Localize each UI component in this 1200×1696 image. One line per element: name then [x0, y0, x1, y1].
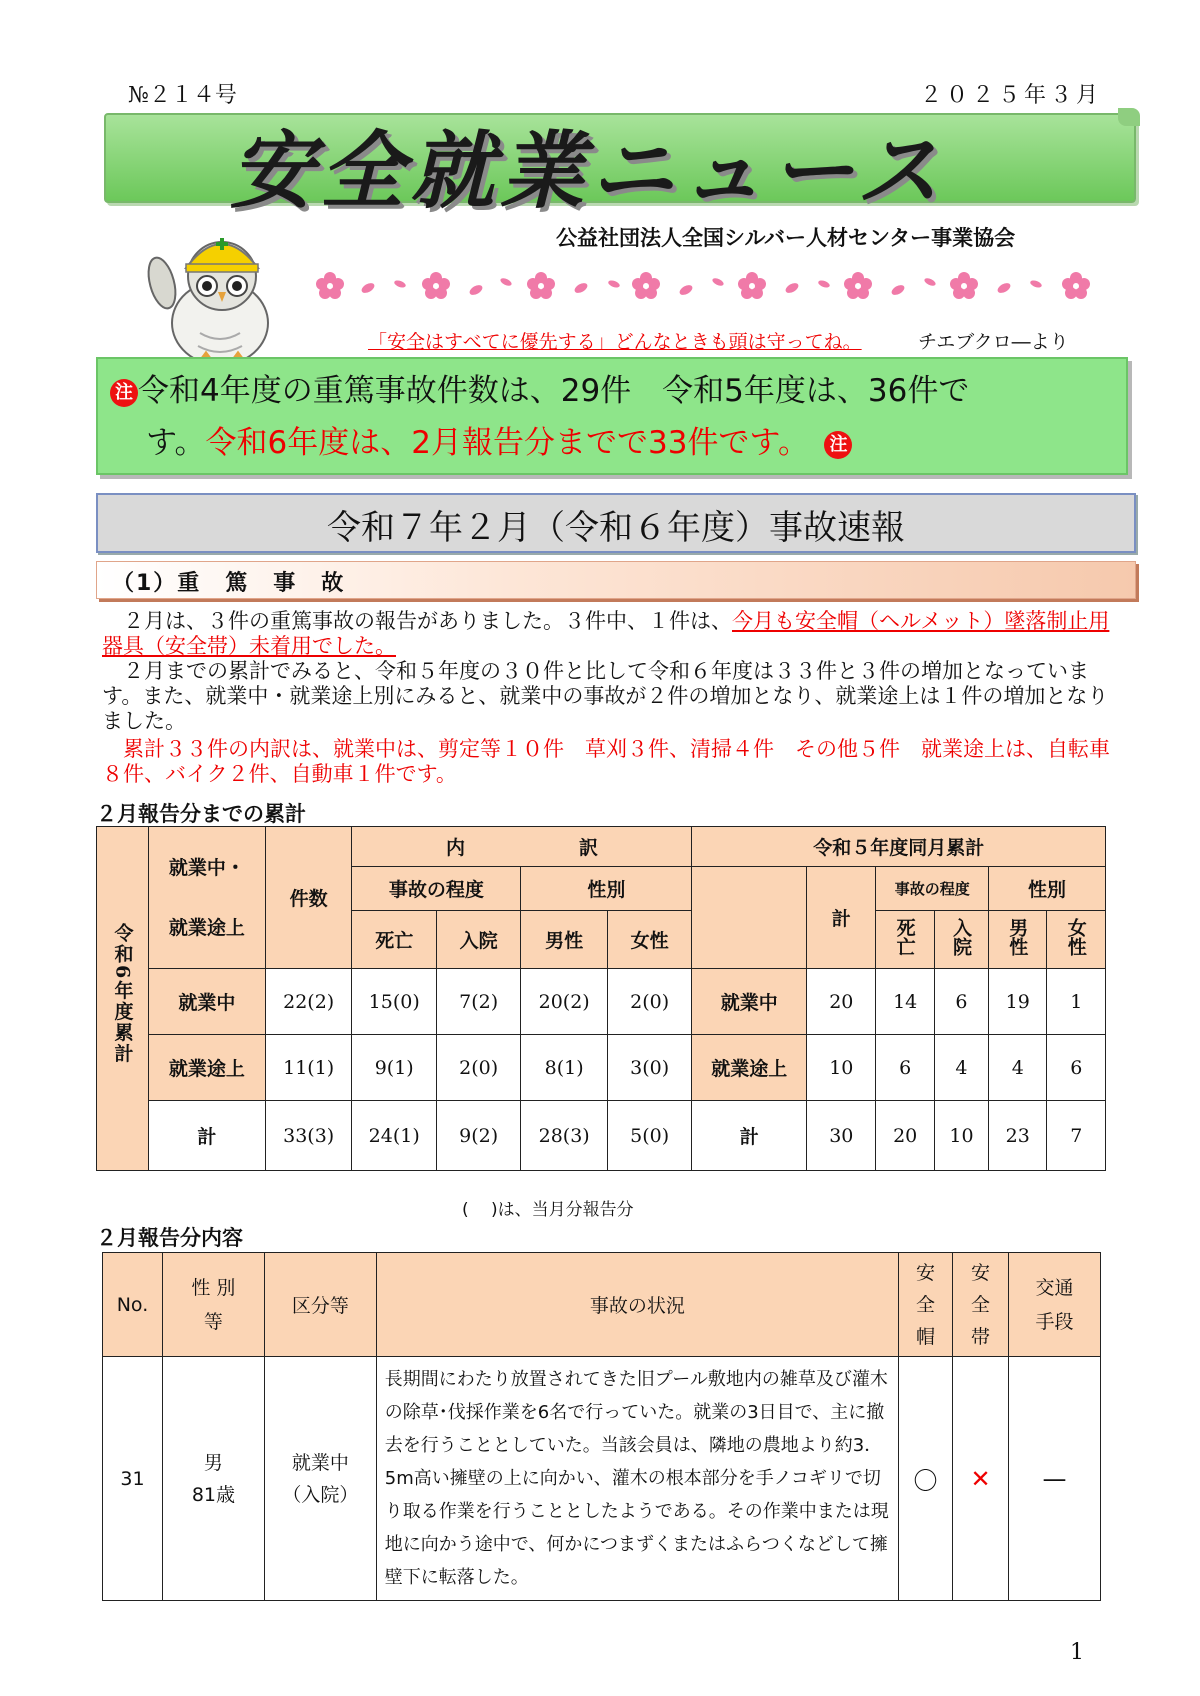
newsletter-title: 安全就業ニュース — [230, 122, 946, 220]
issue-number: №２１４号 — [128, 83, 237, 108]
transport-header: 交通手段 — [1009, 1253, 1101, 1357]
category-header: 区分等 — [264, 1253, 376, 1357]
prev-death-header: 死亡 — [876, 911, 934, 969]
severity-header: 事故の程度 — [352, 867, 521, 911]
section-1-title: （1）重 篤 事 故 — [112, 571, 346, 596]
cherry-blossom-decoration-icon — [316, 266, 1106, 306]
cumulative-heading: ２月報告分までの累計 — [96, 802, 306, 826]
no-cell: 31 — [103, 1357, 163, 1601]
fiscal-year-label: 令和6年度累計 — [97, 827, 149, 1171]
paragraph-1-text: ２月は、３件の重篤事故の報告がありました。３件中、１件は、 — [123, 609, 732, 633]
helmet-header: 安全帽 — [899, 1253, 953, 1357]
table-row — [97, 1035, 1106, 1101]
breakdown-header: 内 訳 — [352, 827, 692, 867]
death-header: 死亡 — [352, 911, 436, 969]
hosp-header: 入院 — [436, 911, 520, 969]
category-cell: 就業中 （入院） — [264, 1357, 376, 1601]
prev-death-cell: 14 — [876, 969, 934, 1035]
paragraph-1-highlight: 今月も安全帽（ヘルメット）墜落制止用器具（安全帯）未着用でした。 — [102, 609, 1110, 658]
belt-cell: ✕ — [953, 1357, 1009, 1601]
male-header: 男性 — [521, 911, 608, 969]
row-label: 計 — [148, 1101, 265, 1171]
february-heading: ２月報告分内容 — [96, 1226, 243, 1250]
prev-hosp-header: 入院 — [934, 911, 988, 969]
prev-female-header: 女性 — [1047, 911, 1106, 969]
prev-female-cell: 6 — [1047, 1035, 1106, 1101]
status-cell: 長期間にわたり放置されてきた旧プール敷地内の雑草及び灌木の除草･伐採作業を6名で行っていた。就業の3日目で、主に撤去を行うこととしていた。当該会員は、隣地の農地より約3．5m高い擁壁の上に向かい、灌木の根本部分を手ノコギリで切り取る作業を行うこととしたようである。その作業中または現地に向かう途中で、何かにつまずくまたはふらつくなどして擁壁下に転落した。 — [376, 1357, 898, 1601]
alert-line-1 — [110, 365, 969, 410]
alert-line-2 — [146, 417, 852, 462]
prev-severity-header: 事故の程度 — [876, 867, 989, 911]
sex-header: 性 別 等 — [162, 1253, 264, 1357]
owl-mascot-icon — [140, 228, 290, 368]
prev-row-label: 就業中 — [692, 969, 807, 1035]
table-row — [97, 1101, 1106, 1171]
february-report-table — [102, 1252, 1101, 1601]
count-cell: 22(2) — [265, 969, 352, 1035]
alert-line-1-text: 令和4年度の重篤事故件数は、29件 令和5年度は、36件で — [138, 373, 970, 409]
prev-total-header: 計 — [807, 867, 876, 969]
paragraph-2-text: ２月までの累計でみると、令和５年度の３０件と比して令和６年度は３３件と３件の増加となっています。また、就業中・就業途上別にみると、就業中の事故が２件の増加となり、就業途上は１件の増加となりました。 — [102, 659, 1109, 733]
female-header: 女性 — [607, 911, 691, 969]
prev-male-header: 男性 — [989, 911, 1047, 969]
paragraph-3-text: 累計３３件の内訳は、就業中は、剪定等１０件 草刈３件、清掃４件 その他５件 就業途上は、自転車８件、バイク２件、自動車１件です。 — [102, 737, 1110, 786]
prev-hosp-cell: 6 — [934, 969, 988, 1035]
no-header: No. — [103, 1253, 163, 1357]
report-title: 令和７年２月（令和６年度）事故速報 — [327, 508, 905, 548]
paragraph-1 — [102, 609, 1122, 659]
prev-hosp-cell: 4 — [934, 1035, 988, 1101]
transport-cell: — — [1009, 1357, 1101, 1601]
table-row — [103, 1357, 1101, 1601]
prev-death-cell: 6 — [876, 1035, 934, 1101]
caution-badge-icon: 注 — [824, 431, 852, 459]
death-cell: 15(0) — [352, 969, 436, 1035]
prev-total-cell: 10 — [807, 1035, 876, 1101]
paragraph-2 — [102, 659, 1122, 734]
row-label: 就業途上 — [148, 1035, 265, 1101]
count-header: 件数 — [265, 827, 352, 969]
safety-motto: 「安全はすべてに優先する」どんなときも頭は守ってね。 — [368, 331, 862, 353]
hosp-cell: 9(2) — [436, 1101, 520, 1171]
belt-header: 安全帯 — [953, 1253, 1009, 1357]
prev-year-header: 令和５年度同月累計 — [692, 827, 1106, 867]
hosp-cell: 7(2) — [436, 969, 520, 1035]
organization-name: 公益社団法人全国シルバー人材センター事業協会 — [556, 226, 1016, 250]
page-number: 1 — [1070, 1640, 1084, 1665]
table-note: ( )は、当月分報告分 — [462, 1200, 634, 1220]
prev-total-cell: 30 — [807, 1101, 876, 1171]
helmet-cell: 〇 — [899, 1357, 953, 1601]
table-row — [97, 969, 1106, 1035]
prev-male-cell: 19 — [989, 969, 1047, 1035]
male-cell: 28(3) — [521, 1101, 608, 1171]
row-label: 就業中 — [148, 969, 265, 1035]
prev-row-label: 計 — [692, 1101, 807, 1171]
prev-blank-header — [692, 867, 807, 969]
count-cell: 33(3) — [265, 1101, 352, 1171]
prev-total-cell: 20 — [807, 969, 876, 1035]
type-header: 就業中・ 就業途上 — [148, 827, 265, 969]
hosp-cell: 2(0) — [436, 1035, 520, 1101]
motto-attribution: チエブクロ―より — [918, 331, 1069, 353]
prev-death-cell: 20 — [876, 1101, 934, 1171]
prev-hosp-cell: 10 — [934, 1101, 988, 1171]
death-cell: 9(1) — [352, 1035, 436, 1101]
count-cell: 11(1) — [265, 1035, 352, 1101]
female-cell: 2(0) — [607, 969, 691, 1035]
sex-cell: 男 81歳 — [162, 1357, 264, 1601]
cumulative-table — [96, 826, 1106, 1171]
male-cell: 20(2) — [521, 969, 608, 1035]
prev-sex-header: 性別 — [989, 867, 1106, 911]
prev-male-cell: 23 — [989, 1101, 1047, 1171]
status-header: 事故の状況 — [376, 1253, 898, 1357]
banner-fold-decoration — [1118, 108, 1140, 126]
female-cell: 3(0) — [607, 1035, 691, 1101]
male-cell: 8(1) — [521, 1035, 608, 1101]
alert-line-2-black: す。 — [146, 425, 206, 461]
death-cell: 24(1) — [352, 1101, 436, 1171]
paragraph-3 — [102, 737, 1122, 787]
caution-badge-icon: 注 — [110, 379, 138, 407]
alert-line-2-red: 令和6年度は、2月報告分までで33件です。 — [205, 425, 794, 461]
prev-female-cell: 1 — [1047, 969, 1106, 1035]
prev-row-label: 就業途上 — [692, 1035, 807, 1101]
sex-header: 性別 — [521, 867, 692, 911]
issue-date: ２０２５年３月 — [920, 83, 1103, 108]
prev-male-cell: 4 — [989, 1035, 1047, 1101]
prev-female-cell: 7 — [1047, 1101, 1106, 1171]
female-cell: 5(0) — [607, 1101, 691, 1171]
